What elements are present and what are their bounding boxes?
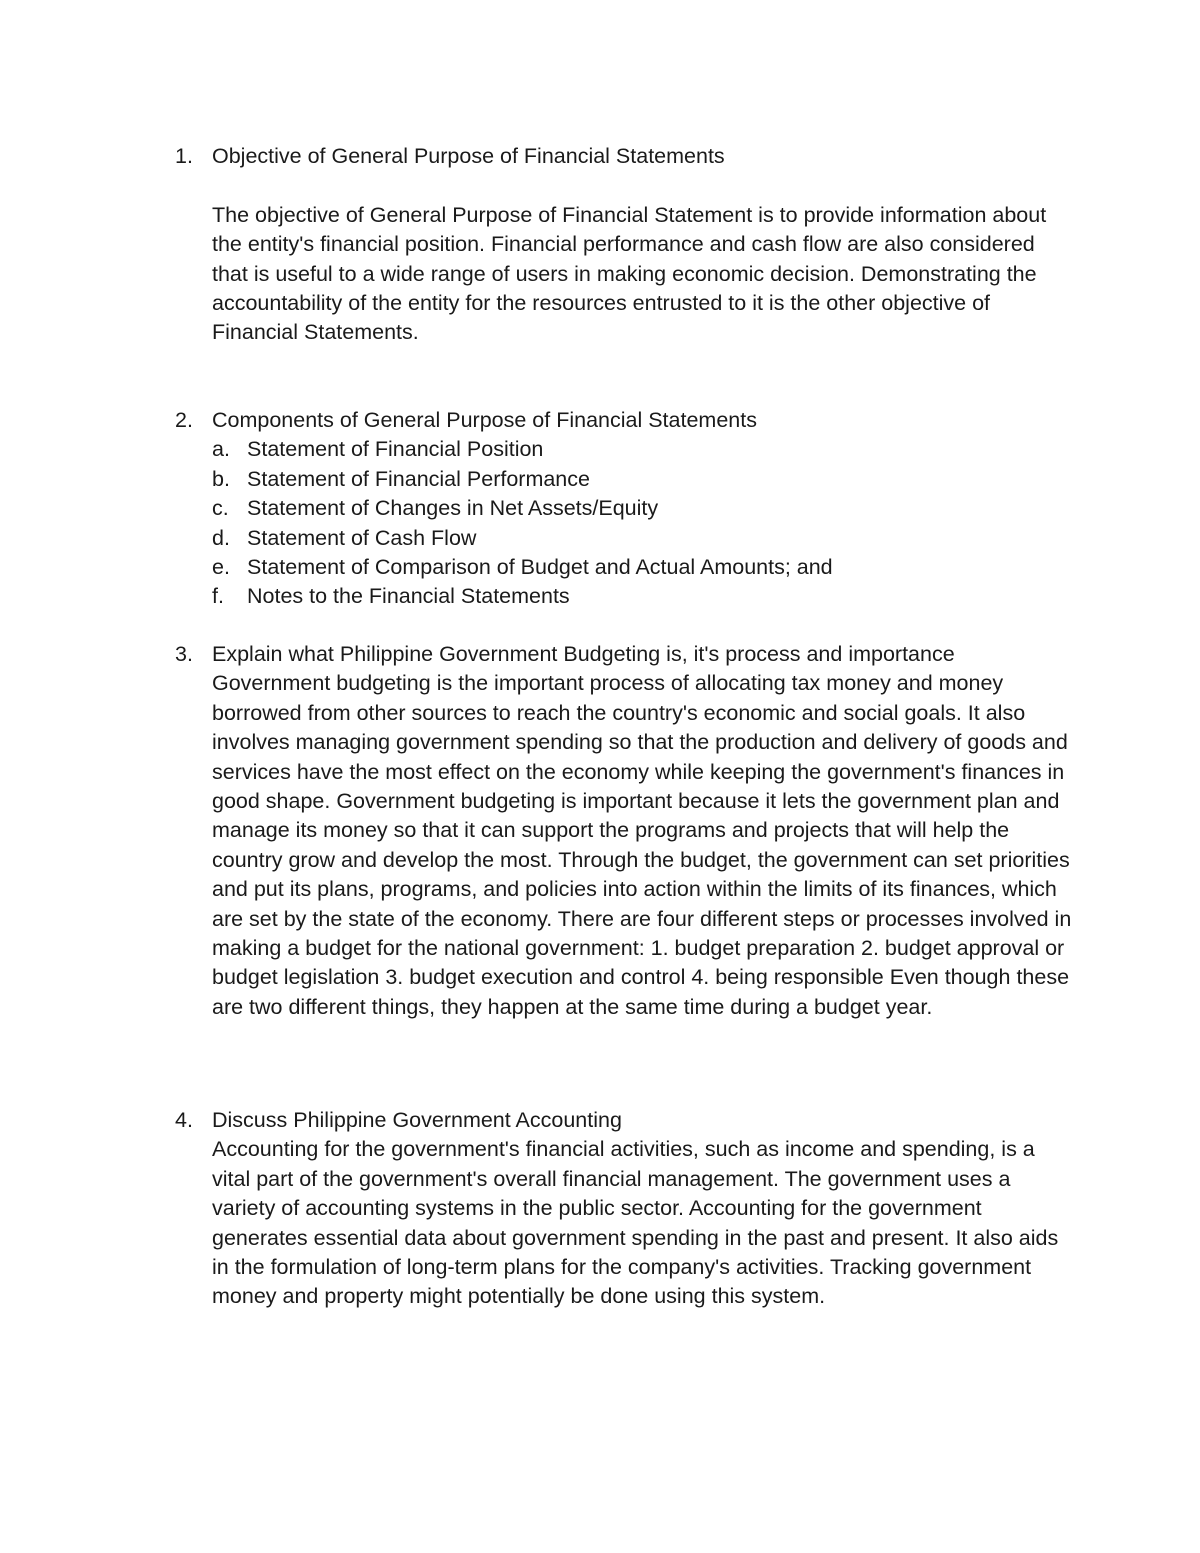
item-heading: Objective of General Purpose of Financial Statements [212, 144, 725, 168]
sublist-text: Statement of Changes in Net Assets/Equity [247, 496, 659, 521]
item-number: 3. [175, 642, 193, 666]
item-content [212, 142, 1072, 348]
sublist-letter: f. [212, 584, 224, 609]
item-body: Accounting for the government's financial activities, such as income and spending, is a vital part of the government's overall financial management. The government uses a variety of accounting systems in the public sector. Accounting for the government generates essential data about government spending in the past and present. It also aids in the formulation of long-term plans for the company's activities. Tracking government money and property might potentially be done using this system. [212, 1137, 1059, 1309]
sublist-text: Statement of Cash Flow [247, 525, 477, 550]
item-number: 2. [175, 408, 193, 432]
item-number: 1. [175, 144, 193, 168]
item-heading: Components of General Purpose of Financial Statements [212, 408, 757, 432]
component-sublist [212, 435, 1072, 611]
sublist-text: Statement of Financial Position [247, 437, 544, 462]
sublist-text: Statement of Comparison of Budget and Actual Amounts; and [247, 554, 833, 579]
sublist-letter: c. [212, 496, 229, 521]
item-body: The objective of General Purpose of Financial Statement is to provide information about the entity's financial position. Financial performance and cash flow are also considered that is useful to a wide range of users in making economic decision. Demonstrating the accountability of the entity for the resources entrusted to it is the other objective of Financial Statements. [212, 202, 1047, 345]
sublist-letter: b. [212, 466, 230, 491]
sublist-letter: a. [212, 437, 230, 462]
item-content [212, 1106, 1072, 1312]
item-heading: Discuss Philippine Government Accounting [212, 1108, 622, 1132]
sublist-letter: e. [212, 554, 230, 579]
item-content [212, 640, 1072, 1022]
item-heading: Explain what Philippine Government Budgeting is, it's process and importance [212, 642, 955, 666]
sublist-text: Statement of Financial Performance [247, 466, 590, 491]
sublist-item [212, 553, 1072, 582]
sublist-item [212, 494, 1072, 523]
sublist-item [212, 465, 1072, 494]
item-body: Government budgeting is the important process of allocating tax money and money borrowed from other sources to reach the country's economic and social goals. It also involves managing government spending so that the production and delivery of goods and services have the most effect on the economy while keeping the government's finances in good shape. Government budgeting is important because it lets the government plan and manage its money so that it can support the programs and projects that will help the country grow and develop the most. Through the budget, the government can set priorities and put its plans, programs, and policies into action within the limits of its finances, which are set by the state of the economy. There are four different steps or processes involved in making a budget for the national government: 1. budget preparation 2. budget approval or budget legislation 3. budget execution and control 4. being responsible Even though these are two different things, they happen at the same time during a budget year. [212, 671, 1072, 1019]
item-number: 4. [175, 1108, 193, 1132]
sublist-item [212, 582, 1072, 611]
sublist-text: Notes to the Financial Statements [247, 584, 570, 609]
sublist-letter: d. [212, 525, 230, 550]
sublist-item [212, 524, 1072, 553]
sublist-item [212, 435, 1072, 464]
item-content [212, 406, 1072, 612]
